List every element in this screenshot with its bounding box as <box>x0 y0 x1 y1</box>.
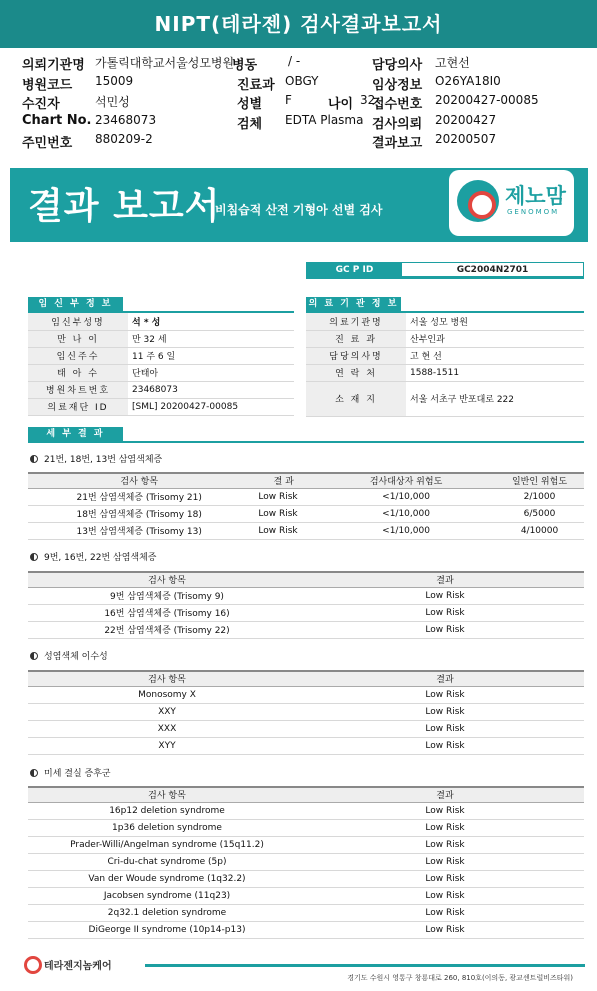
kv-key: 진 료 과 <box>306 330 406 347</box>
result-cell: Low Risk <box>306 720 584 737</box>
request-info <box>22 54 582 152</box>
item-cell: XXX <box>28 720 306 737</box>
detail-section-title: 세 부 결 과 <box>28 427 123 441</box>
theragen-logo-icon <box>24 956 42 974</box>
report-date-value: 20200507 <box>435 132 497 146</box>
resident-no-value: 880209-2 <box>95 132 153 146</box>
table-row <box>28 330 294 347</box>
col-header: 검사대상자 위험도 <box>317 473 495 488</box>
item-cell: 9번 삼염색체증 (Trisomy 9) <box>28 587 306 604</box>
doctor-value: 고현선 <box>435 56 470 70</box>
detail-section-line <box>28 441 584 443</box>
banner-title: 결과 보고서 <box>28 186 221 227</box>
receipt-value: 20200427-00085 <box>435 93 539 107</box>
half-circle-icon <box>30 553 38 561</box>
item-cell: 16번 삼염색체증 (Trisomy 16) <box>28 604 306 621</box>
kv-key: 연 락 처 <box>306 364 406 381</box>
col-header: 검사 항목 <box>28 787 306 802</box>
result-cell: Low Risk <box>306 686 584 703</box>
report-title: NIPT(테라젠) 검사결과보고서 <box>0 0 597 48</box>
kv-value: 11 주 6 일 <box>128 347 294 364</box>
table-row <box>28 921 584 938</box>
kv-value: 산부인과 <box>406 330 584 347</box>
risk-cell: <1/10,000 <box>317 522 495 539</box>
result-cell: Low Risk <box>306 887 584 904</box>
table-row <box>28 488 584 505</box>
kv-key: 임신부성명 <box>28 313 128 330</box>
item-cell: 1p36 deletion syndrome <box>28 819 306 836</box>
group2-title: 9번, 16번, 22번 삼염색체증 <box>30 550 157 563</box>
microdeletion-table <box>28 786 584 939</box>
institution-label: 의뢰기관명 <box>22 58 85 73</box>
patient-value: 석민성 <box>95 95 130 109</box>
table-row <box>306 381 584 416</box>
institution-value: 가톨릭대학교서울성모병원 <box>95 56 235 70</box>
sex-chromosome-table <box>28 670 584 755</box>
genomom-logo <box>449 170 574 236</box>
result-cell: Low Risk <box>306 819 584 836</box>
hospital-info-table <box>306 313 584 417</box>
kv-value: 서울 서초구 반포대로 222 <box>406 381 584 416</box>
half-circle-icon <box>30 455 38 463</box>
result-cell: Low Risk <box>306 836 584 853</box>
table-row <box>28 737 584 754</box>
item-cell: 18번 삼염색체증 (Trisomy 18) <box>28 505 250 522</box>
col-header: 결과 <box>306 572 584 587</box>
kv-value: 고 현 선 <box>406 347 584 364</box>
result-cell: Low Risk <box>306 737 584 754</box>
gc-pid-value: GC2004N2701 <box>456 265 529 275</box>
result-cell: Low Risk <box>250 505 317 522</box>
result-cell: Low Risk <box>306 802 584 819</box>
table-row <box>28 802 584 819</box>
age-value: 32 <box>360 93 376 107</box>
col-header: 일반인 위험도 <box>495 473 584 488</box>
kv-key: 만 나 이 <box>28 330 128 347</box>
table-row <box>28 522 584 539</box>
ward-value: / - <box>288 54 301 68</box>
request-date-value: 20200427 <box>435 112 497 127</box>
item-cell: 22번 삼염색체증 (Trisomy 22) <box>28 621 306 638</box>
result-cell: Low Risk <box>306 921 584 938</box>
result-cell: Low Risk <box>306 870 584 887</box>
kv-key: 담당의사명 <box>306 347 406 364</box>
kv-key: 태 아 수 <box>28 364 128 381</box>
result-cell: Low Risk <box>306 587 584 604</box>
table-row <box>28 604 584 621</box>
clinical-value: O26YA18I0 <box>435 73 501 88</box>
col-header: 결 과 <box>250 473 317 488</box>
item-cell: Prader-Willi/Angelman syndrome (15q11.2) <box>28 836 306 853</box>
table-row <box>306 347 584 364</box>
item-cell: DiGeorge II syndrome (10p14-p13) <box>28 921 306 938</box>
table-row <box>28 364 294 381</box>
ward-label: 병동 <box>232 58 258 73</box>
col-header: 결과 <box>306 671 584 686</box>
item-cell: 21번 삼염색체증 (Trisomy 21) <box>28 488 250 505</box>
footer-line <box>145 964 585 967</box>
age-label: 나이 <box>328 97 354 112</box>
item-cell: Cri-du-chat syndrome (5p) <box>28 853 306 870</box>
table-row <box>28 505 584 522</box>
item-cell: Jacobsen syndrome (11q23) <box>28 887 306 904</box>
result-cell: Low Risk <box>250 522 317 539</box>
col-header: 검사 항목 <box>28 572 306 587</box>
genomom-logo-icon <box>457 180 499 222</box>
specimen-value: EDTA Plasma <box>285 112 364 127</box>
general-risk-cell: 2/1000 <box>495 488 584 505</box>
table-row <box>306 364 584 381</box>
kv-key: 병원차트번호 <box>28 381 128 398</box>
patient-section-title: 임 신 부 정 보 <box>28 297 123 311</box>
item-cell: Van der Woude syndrome (1q32.2) <box>28 870 306 887</box>
general-risk-cell: 4/10000 <box>495 522 584 539</box>
dept-value: OBGY <box>285 73 319 88</box>
table-row <box>28 587 584 604</box>
group1-title: 21번, 18번, 13번 삼염색체증 <box>30 452 162 465</box>
result-cell: Low Risk <box>250 488 317 505</box>
table-row <box>28 313 294 330</box>
hospital-code-label: 병원코드 <box>22 77 73 93</box>
table-row <box>28 398 294 415</box>
kv-value: 석 * 성 <box>128 313 294 330</box>
kv-value: 23468073 <box>128 381 294 398</box>
resident-no-label: 주민번호 <box>22 136 73 151</box>
item-cell: XXY <box>28 703 306 720</box>
hospital-section-title: 의 료 기 관 정 보 <box>306 297 401 311</box>
dept-label: 진료과 <box>237 77 275 93</box>
clinical-label: 임상정보 <box>372 77 423 93</box>
table-row <box>28 720 584 737</box>
logo-name: 제노맘 <box>505 184 566 208</box>
half-circle-icon <box>30 769 38 777</box>
gc-pid <box>306 262 584 279</box>
table-row <box>28 381 294 398</box>
item-cell: XYY <box>28 737 306 754</box>
general-risk-cell: 6/5000 <box>495 505 584 522</box>
chart-no-label: Chart No. <box>22 112 92 128</box>
result-cell: Low Risk <box>306 853 584 870</box>
trisomy-major-table <box>28 472 584 540</box>
table-row <box>306 330 584 347</box>
logo-sub: GENOMOM <box>507 208 560 216</box>
table-row <box>28 621 584 638</box>
request-date-label: 검사의뢰 <box>372 116 423 132</box>
group4-title: 미세 결실 증후군 <box>30 766 111 779</box>
table-row <box>28 819 584 836</box>
gc-pid-label: GC P ID <box>307 263 402 276</box>
chart-no-value: 23468073 <box>95 112 157 127</box>
half-circle-icon <box>30 652 38 660</box>
kv-value: 만 32 세 <box>128 330 294 347</box>
table-row <box>28 347 294 364</box>
kv-key: 의료기관명 <box>306 313 406 330</box>
table-row <box>28 904 584 921</box>
item-cell: 16p12 deletion syndrome <box>28 802 306 819</box>
receipt-label: 접수번호 <box>372 97 423 112</box>
table-row <box>28 887 584 904</box>
company-logo: 테라젠지놈케어 <box>24 956 112 974</box>
table-row <box>28 870 584 887</box>
group3-title: 성염색체 이수성 <box>30 649 108 662</box>
kv-key: 의료재단 ID <box>28 398 128 415</box>
kv-value: 서울 성모 병원 <box>406 313 584 330</box>
result-cell: Low Risk <box>306 604 584 621</box>
kv-key: 임신주수 <box>28 347 128 364</box>
kv-value: 단태아 <box>128 364 294 381</box>
table-row <box>306 313 584 330</box>
trisomy-minor-table <box>28 571 584 639</box>
table-row <box>28 703 584 720</box>
specimen-label: 검체 <box>237 116 263 132</box>
result-cell: Low Risk <box>306 904 584 921</box>
kv-key: 소 재 지 <box>306 381 406 416</box>
risk-cell: <1/10,000 <box>317 488 495 505</box>
table-row <box>28 836 584 853</box>
kv-value: [SML] 20200427-00085 <box>128 398 294 415</box>
patient-label: 수진자 <box>22 97 60 112</box>
risk-cell: <1/10,000 <box>317 505 495 522</box>
table-row <box>28 853 584 870</box>
hospital-code-value: 15009 <box>95 73 134 88</box>
sex-value: F <box>285 93 292 107</box>
item-cell: 2q32.1 deletion syndrome <box>28 904 306 921</box>
kv-value: 1588-1511 <box>406 364 584 381</box>
patient-info-table <box>28 313 294 416</box>
company-address: 경기도 수원시 영통구 창룡대로 260, 810호(이의동, 광교센트럴비즈타워) <box>347 974 573 982</box>
result-cell: Low Risk <box>306 703 584 720</box>
col-header: 검사 항목 <box>28 671 306 686</box>
sex-label: 성별 <box>237 97 263 112</box>
item-cell: 13번 삼염색체증 (Trisomy 13) <box>28 522 250 539</box>
doctor-label: 담당의사 <box>372 58 423 73</box>
item-cell: Monosomy X <box>28 686 306 703</box>
result-banner <box>10 168 588 242</box>
report-date-label: 결과보고 <box>372 136 423 151</box>
col-header: 결과 <box>306 787 584 802</box>
table-row <box>28 686 584 703</box>
col-header: 검사 항목 <box>28 473 250 488</box>
result-cell: Low Risk <box>306 621 584 638</box>
banner-subtitle: 비침습적 산전 기형아 선별 검사 <box>215 203 383 217</box>
